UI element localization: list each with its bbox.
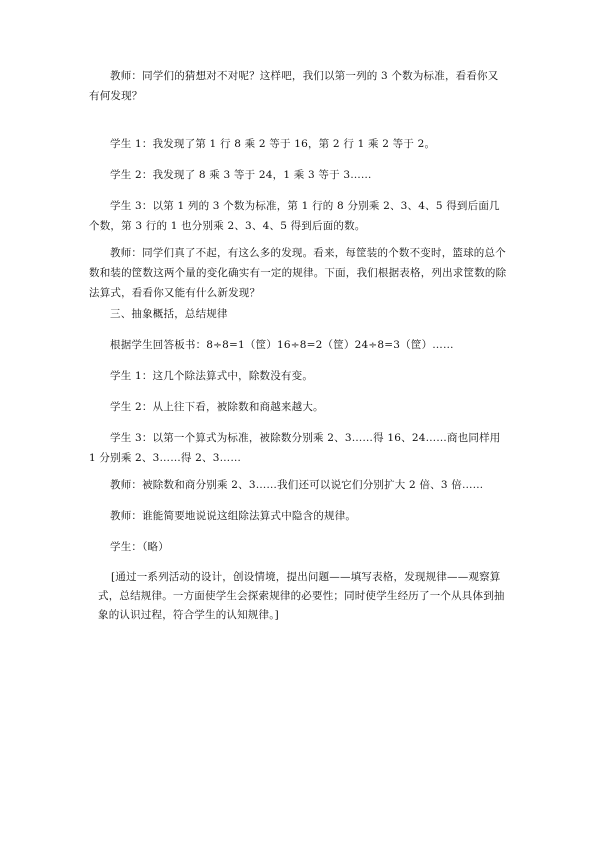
paragraph-student3-standard: 学生 3：以第一个算式为标准，被除数分别乘 2、3……得 16、24……商也同样用 1 分别乘 2、3……得 2、3…… [89, 432, 501, 464]
paragraph-student-omitted: 学生：（略） [110, 541, 169, 553]
paragraph-teacher-ask-rule: 教师：谁能简要地说说这组除法算式中隐含的规律。 [110, 510, 357, 522]
paragraph-student2-finding: 学生 2：我发现了 8 乘 3 等于 24，1 乘 3 等于 3…… [110, 169, 372, 181]
paragraph-student1-divisor: 学生 1：这几个除法算式中，除数没有变。 [110, 370, 314, 382]
paragraph-teacher-question: 教师：同学们的猜想对不对呢？这样吧，我们以第一列的 3 个数为标准，看看你又有何发现？ [89, 70, 499, 102]
paragraph-teacher-praise: 教师：同学们真了不起，有这么多的发现。看来，每筐装的个数不变时，篮球的总个数和装的筐数这两个量的变化确实有一定的规律。下面，我们根据表格，列出求筐数的除法算式，看看你又能有什么新发现？ [89, 247, 507, 299]
paragraph-board-notes: 根据学生回答板书：8÷8=1（筐）16÷8=2（筐）24÷8=3（筐）…… [110, 339, 454, 351]
paragraph-teacher-multiply: 教师：被除数和商分别乘 2、3……我们还可以说它们分别扩大 2 倍、3 倍…… [110, 479, 484, 491]
design-note: [通过一系列活动的设计，创设情境，提出问题——填写表格，发现规律——观察算式，总结规律。一方面使学生会探索规律的必要性；同时使学生经历了一个从具体到抽象的认识过程，符合学生的认知规律。] [98, 571, 505, 621]
section-heading: 三、抽象概括，总结规律 [110, 308, 228, 320]
paragraph-student1-finding: 学生 1：我发现了第 1 行 8 乘 2 等于 16，第 2 行 1 乘 2 等于 2。 [110, 138, 436, 150]
paragraph-student2-quotient: 学生 2：从上往下看，被除数和商越来越大。 [110, 401, 324, 413]
paragraph-student3-finding: 学生 3：以第 1 列的 3 个数为标准，第 1 行的 8 分别乘 2、3、4、5 得到后面几个数，第 3 行的 1 也分别乘 2、3、4、5 得到后面的数。 [89, 200, 500, 232]
